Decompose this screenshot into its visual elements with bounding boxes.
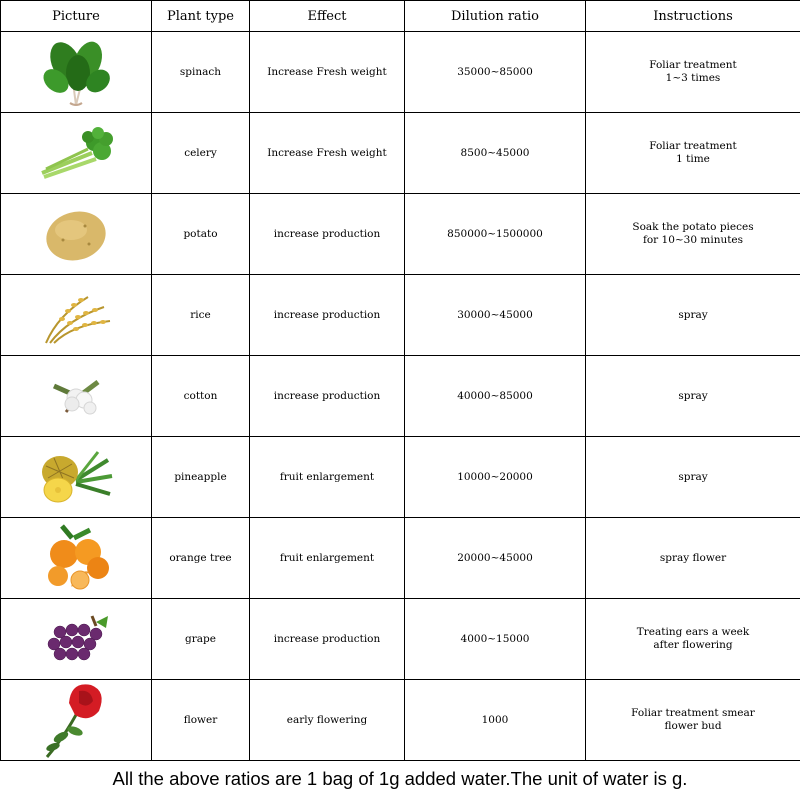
- plant-type-cell: pineapple: [152, 437, 250, 518]
- instructions-line: 1~3 times: [665, 72, 721, 84]
- celery-image: [36, 123, 116, 183]
- effect-cell: Increase Fresh weight: [250, 32, 405, 113]
- instructions-line: 1 time: [676, 153, 710, 165]
- plant-type-cell: rice: [152, 275, 250, 356]
- plant-type-cell: orange tree: [152, 518, 250, 599]
- instructions-cell: [586, 356, 800, 437]
- table-row: [1, 437, 800, 518]
- instructions-line: spray: [678, 470, 708, 483]
- column-header-plant-type: Plant type: [152, 1, 250, 32]
- picture-cell: [1, 356, 152, 437]
- effect-cell: increase production: [250, 194, 405, 275]
- dilution-ratio-cell: 40000~85000: [405, 356, 586, 437]
- instructions-line: spray: [678, 308, 708, 321]
- effect-cell: increase production: [250, 275, 405, 356]
- dilution-ratio-cell: 4000~15000: [405, 599, 586, 680]
- plant-type-cell: potato: [152, 194, 250, 275]
- instructions-cell: [586, 680, 800, 761]
- instructions-line: Foliar treatment: [649, 59, 737, 71]
- column-header-dilution-ratio: Dilution ratio: [405, 1, 586, 32]
- picture-cell: [1, 680, 152, 761]
- dilution-ratio-cell: 850000~1500000: [405, 194, 586, 275]
- dilution-ratio-cell: 30000~45000: [405, 275, 586, 356]
- rose-image: [39, 681, 113, 759]
- footnote: All the above ratios are 1 bag of 1g added water.The unit of water is g.: [112, 768, 688, 789]
- dilution-ratio-cell: 20000~45000: [405, 518, 586, 599]
- picture-cell: [1, 518, 152, 599]
- effect-cell: increase production: [250, 599, 405, 680]
- table-row: [1, 599, 800, 680]
- table-row: [1, 113, 800, 194]
- column-header-instructions: Instructions: [586, 1, 800, 32]
- table-row: [1, 32, 800, 113]
- table-row: [1, 356, 800, 437]
- potato-image: [41, 202, 111, 266]
- orange-image: [38, 524, 114, 592]
- effect-cell: early flowering: [250, 680, 405, 761]
- picture-cell: [1, 194, 152, 275]
- instructions-cell: [586, 599, 800, 680]
- plant-type-cell: celery: [152, 113, 250, 194]
- picture-cell: [1, 113, 152, 194]
- dilution-ratio-cell: 1000: [405, 680, 586, 761]
- column-header-picture: Picture: [1, 1, 152, 32]
- plant-type-cell: grape: [152, 599, 250, 680]
- pineapple-image: [36, 450, 116, 504]
- cotton-image: [46, 372, 106, 420]
- plant-type-cell: flower: [152, 680, 250, 761]
- instructions-line: Treating ears a week: [636, 626, 750, 638]
- instructions-cell: [586, 275, 800, 356]
- plant-type-cell: spinach: [152, 32, 250, 113]
- table-row: [1, 680, 800, 761]
- picture-cell: [1, 599, 152, 680]
- instructions-line: spray: [678, 389, 708, 402]
- picture-cell: [1, 275, 152, 356]
- instructions-cell: [586, 32, 800, 113]
- plant-type-cell: cotton: [152, 356, 250, 437]
- instructions-line: Foliar treatment smear: [631, 707, 755, 719]
- instructions-line: for 10~30 minutes: [642, 234, 744, 246]
- instructions-line: Foliar treatment: [649, 140, 737, 152]
- spinach-image: [36, 35, 116, 109]
- instructions-cell: [586, 518, 800, 599]
- instructions-cell: [586, 194, 800, 275]
- effect-cell: fruit enlargement: [250, 518, 405, 599]
- instructions-cell: [586, 113, 800, 194]
- table-row: [1, 518, 800, 599]
- picture-cell: [1, 437, 152, 518]
- grape-image: [40, 612, 112, 666]
- instructions-line: Soak the potato pieces: [632, 221, 754, 233]
- effect-cell: increase production: [250, 356, 405, 437]
- dilution-ratio-cell: 8500~45000: [405, 113, 586, 194]
- dilution-ratio-cell: 35000~85000: [405, 32, 586, 113]
- instructions-line: after flowering: [653, 639, 733, 651]
- header-row: [1, 1, 800, 32]
- dilution-ratio-cell: 10000~20000: [405, 437, 586, 518]
- instructions-line: spray flower: [659, 551, 727, 564]
- instructions-line: flower bud: [664, 720, 722, 732]
- picture-cell: [1, 32, 152, 113]
- column-header-effect: Effect: [250, 1, 405, 32]
- table-row: [1, 275, 800, 356]
- rice-image: [38, 285, 114, 345]
- instructions-cell: [586, 437, 800, 518]
- effect-cell: Increase Fresh weight: [250, 113, 405, 194]
- table-row: [1, 194, 800, 275]
- effect-cell: fruit enlargement: [250, 437, 405, 518]
